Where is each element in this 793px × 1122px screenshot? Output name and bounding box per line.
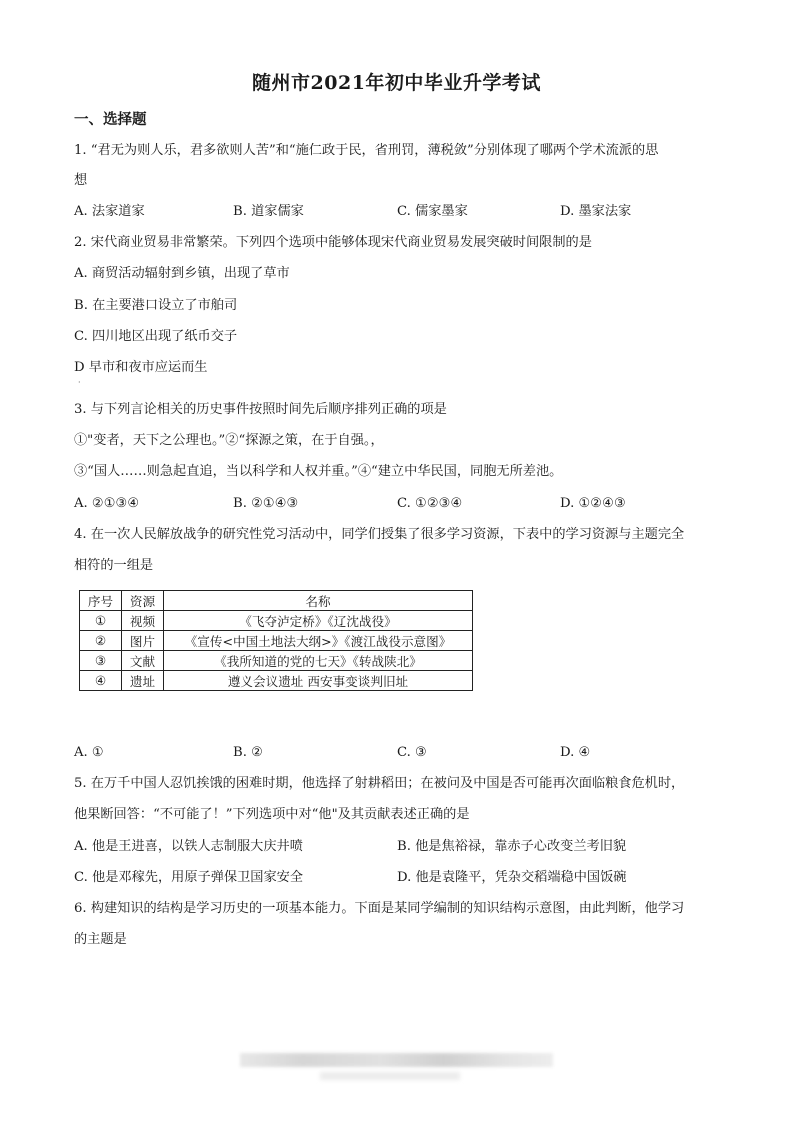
stray-dot: · [78, 378, 81, 387]
table-header-cell: 资源 [122, 591, 164, 611]
table-cell: 文献 [122, 651, 164, 671]
table-cell: ④ [80, 671, 122, 691]
q6-stem-line2: 的主题是 [74, 932, 127, 947]
q3-stem-line2: ①"变者，天下之公理也。”②“探源之策，在于自强。， [74, 433, 384, 448]
table-cell: 《宣传<中国土地法大纲>》《渡江战役示意图》 [164, 631, 473, 651]
q5-stem-line2: 他果断回答：“不可能了！”下列选项中对“他"及其贡献表述正确的是 [74, 807, 470, 822]
q5-option-b: B. 他是焦裕禄，靠赤子心改变兰考旧貌 [397, 839, 627, 854]
exam-title: 随州市2021年初中毕业升学考试 [252, 72, 541, 94]
table-cell: 《我所知道的党的七天》《转战陕北》 [164, 651, 473, 671]
q3-option-b: B. ②①④③ [233, 496, 299, 511]
q5-stem-line1: 5. 在万千中国人忍饥挨饿的困难时期，他选择了射耕稻田；在被问及中国是否可能再次面临粮食危机时， [74, 776, 685, 791]
table-row [80, 671, 473, 691]
q4-option-d: D. ④ [560, 745, 591, 760]
q3-stem-line3: ③“国人……则急起直追，当以科学和人权并重。”④“建立中华民国，同胞无所差池。 [74, 464, 563, 479]
q5-option-c: C. 他是邓稼先，用原子弹保卫国家安全 [74, 870, 304, 885]
q3-option-c: C. ①②③④ [397, 496, 463, 511]
q2-stem: 2. 宋代商业贸易非常繁荣。下列四个选项中能够体现宋代商业贸易发展突破时间限制的是 [74, 235, 592, 250]
q3-stem-line1: 3. 与下列言论相关的历史事件按照时间先后顺序排列正确的项是 [74, 402, 447, 417]
q1-stem-line2: 想 [74, 173, 88, 188]
q6-stem-line1: 6. 构建知识的结构是学习历史的一项基本能力。下面是某同学编制的知识结构示意图，由此判断，他学习 [74, 901, 685, 916]
table-cell: ② [80, 631, 122, 651]
table-row [80, 651, 473, 671]
resource-table [79, 590, 473, 691]
table-cell: 图片 [122, 631, 164, 651]
table-cell: 《飞夺泸定桥》《辽沈战役》 [164, 611, 473, 631]
q2-option-d: D 早市和夜市应运而生 [74, 360, 208, 375]
table-cell: 视频 [122, 611, 164, 631]
blurred-footer-watermark [240, 1053, 553, 1067]
q4-option-c: C. ③ [397, 745, 427, 760]
q2-option-a: A. 商贸活动辐射到乡镇，出现了草市 [74, 266, 290, 281]
q2-option-b: B. 在主要港口设立了市舶司 [74, 298, 238, 313]
table-cell: 遵义会议遗址 西安事变谈判旧址 [164, 671, 473, 691]
q5-option-d: D. 他是袁隆平，凭杂交稻端稳中国饭碗 [397, 870, 627, 885]
table-cell: 遗址 [122, 671, 164, 691]
q2-option-c: C. 四川地区出现了纸币交子 [74, 329, 238, 344]
table-header-cell: 序号 [80, 591, 122, 611]
table-row [80, 611, 473, 631]
q1-option-d: D. 墨家法家 [560, 204, 632, 219]
q1-option-b: B. 道家儒家 [233, 204, 304, 219]
q4-option-a: A. ① [74, 745, 104, 760]
q1-option-a: A. 法家道家 [74, 204, 145, 219]
table-cell: ① [80, 611, 122, 631]
q3-option-a: A. ②①③④ [74, 496, 140, 511]
q4-option-b: B. ② [233, 745, 263, 760]
q1-option-c: C. 儒家墨家 [397, 204, 468, 219]
q5-option-a: A. 他是王进喜，以铁人志制服大庆井喷 [74, 839, 303, 854]
q4-stem-line2: 相符的一组是 [74, 558, 154, 573]
blurred-footer-watermark-sub [320, 1072, 460, 1080]
q1-stem-line1: 1. “君无为则人乐，君多欲则人苦”和“施仁政于民，省刑罚，薄税敛”分别体现了哪两个学术流派的思 [74, 143, 659, 158]
q4-stem-line1: 4. 在一次人民解放战争的研究性党习活动中，同学们授集了很多学习资源，下表中的学习资源与主题完全 [74, 527, 685, 542]
q3-option-d: D. ①②④③ [560, 496, 626, 511]
table-cell: ③ [80, 651, 122, 671]
table-row [80, 631, 473, 651]
table-header-row [80, 591, 473, 611]
section-heading: 一、选择题 [74, 111, 147, 128]
table-header-cell: 名称 [164, 591, 473, 611]
